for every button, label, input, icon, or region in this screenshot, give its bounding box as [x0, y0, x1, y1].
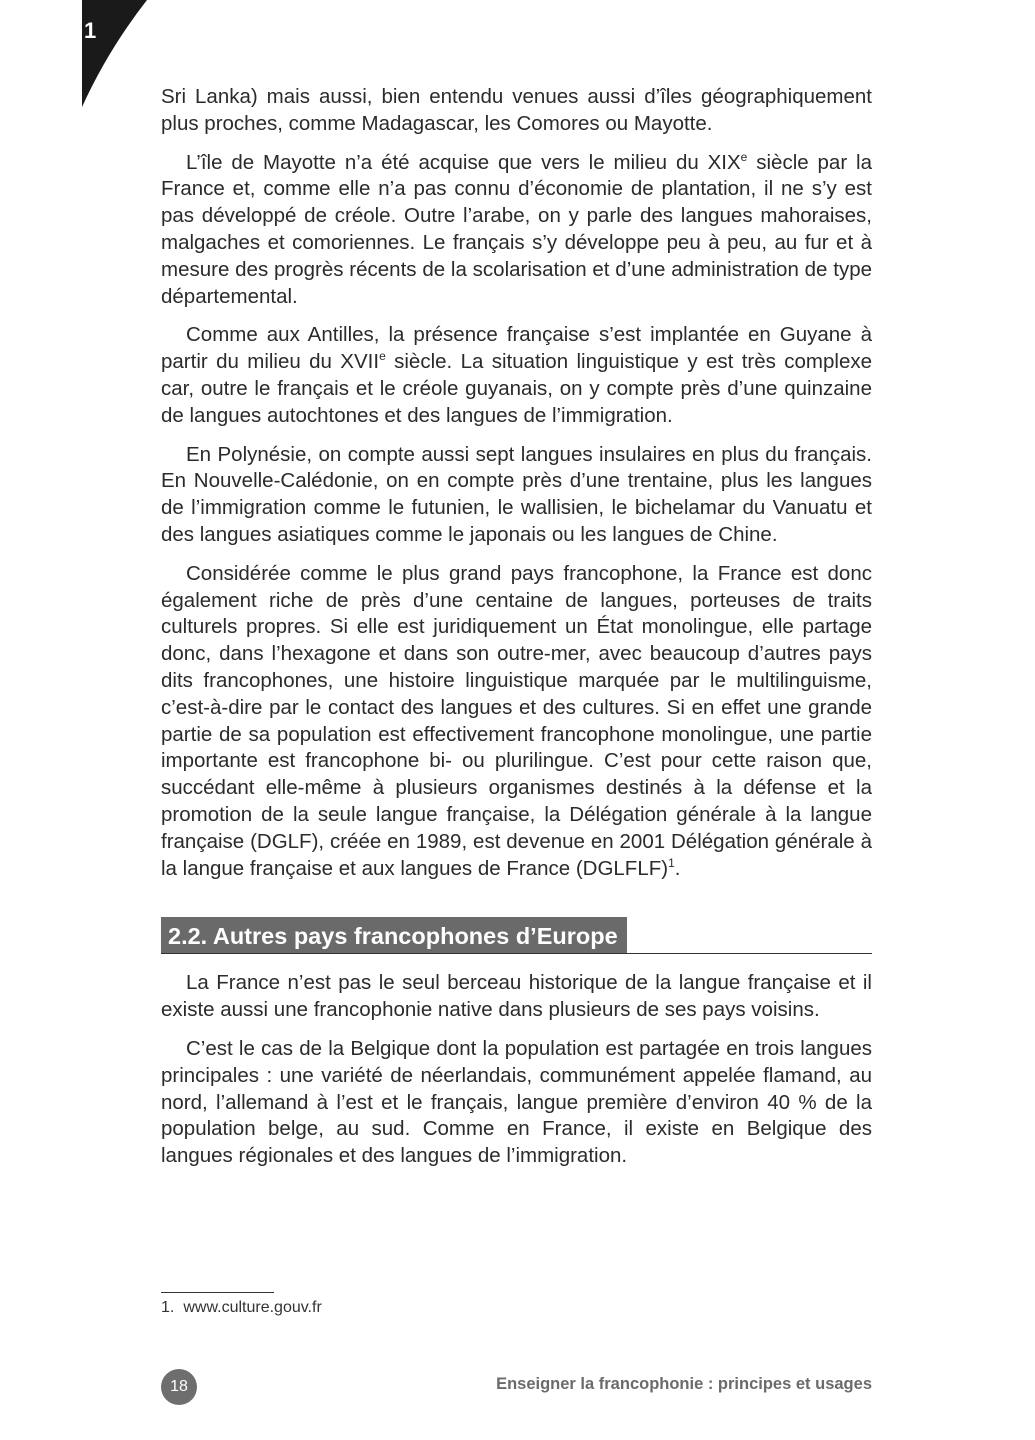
superscript-e: e	[379, 349, 386, 364]
footnote-link[interactable]: www.culture.gouv.fr	[183, 1299, 322, 1316]
footnote-ref[interactable]: 1	[668, 855, 675, 870]
body-text	[161, 84, 872, 1182]
paragraph-3: Comme aux Antilles, la présence française s’est implantée en Guyane à partir du milieu du XVIIe siècle. La situation linguistique y est très complexe car, outre le français et le créole guyanais, on y compte près d’une quinzaine de langues autochtones et des langues de l’immigration.	[161, 323, 873, 427]
page-number-badge: 18	[161, 1369, 197, 1405]
paragraph-2: L’île de Mayotte n’a été acquise que vers le milieu du XIXe siècle par la France et, comme elle n’a pas connu d’économie de plantation, il ne s’y est pas développé de créole. Outre l’arabe, on y parle des langues mahoraises, malgaches et comoriennes. Le français s’y développe peu à peu, au fur et à mesure des progrès récents de la scolarisation et d’une administration de type départemental.	[161, 149, 872, 308]
paragraph-1: Sri Lanka) mais aussi, bien entendu venues aussi d’îles géographiquement plus proches, comme Madagascar, les Comores ou Mayotte.	[161, 85, 872, 135]
running-footer-title: Enseigner la francophonie : principes et usages	[496, 1375, 872, 1393]
footnote	[161, 1297, 322, 1319]
paragraph-7: C’est le cas de la Belgique dont la population est partagée en trois langues principales : une variété de néerlandais, communément appelée flamand, au nord, l’allemand à l’est et le français, langue première d’environ 40 % de la population belge, au sud. Comme en France, il existe en Belgique des langues régionales et des langues de l’immigration.	[161, 1036, 872, 1168]
chapter-tab	[0, 0, 160, 120]
footnote-rule	[161, 1292, 274, 1293]
paragraph-5: Considérée comme le plus grand pays francophone, la France est donc également riche de près d’une centaine de langues, porteuses de traits culturels propres. Si elle est juridiquement un État monolingue, elle partage donc, dans l’hexagone et dans son outre-mer, avec beaucoup d’autres pays dits francophones, une histoire linguistique marquée par le multilinguisme, c’est-à-dire par le contact des langues et des cultures. Si en effet une grande partie de sa population est effectivement francophone monolingue, une partie importante est francophone bi- ou plurilingue. C’est pour cette raison que, succédant elle-même à plusieurs organismes destinés à la défense et la promotion de la seule langue française, la Délégation générale à la langue française (DGLF), créée en 1989, est devenue en 2001 Délégation générale à la langue française et aux langues de France (DGLFLF)$^1$.	[161, 561, 872, 880]
superscript-e: e	[740, 149, 748, 164]
chapter-number: 1	[84, 18, 97, 43]
section-heading	[161, 917, 872, 954]
paragraph-4: En Polynésie, on compte aussi sept langues insulaires en plus du français. En Nouvelle-Calédonie, on en compte près d’une trentaine, plus les langues de l’immigration comme le futunien, le wallisien, le bichelamar du Vanuatu et des langues asiatiques comme le japonais ou les langues de Chine.	[161, 442, 872, 546]
section-title: 2.2. Autres pays francophones d’Europe	[161, 917, 627, 953]
paragraph-6: La France n’est pas le seul berceau historique de la langue française et il existe aussi une francophonie native dans plusieurs de ses pays voisins.	[161, 971, 872, 1022]
footnote-number: 1.	[161, 1299, 175, 1316]
